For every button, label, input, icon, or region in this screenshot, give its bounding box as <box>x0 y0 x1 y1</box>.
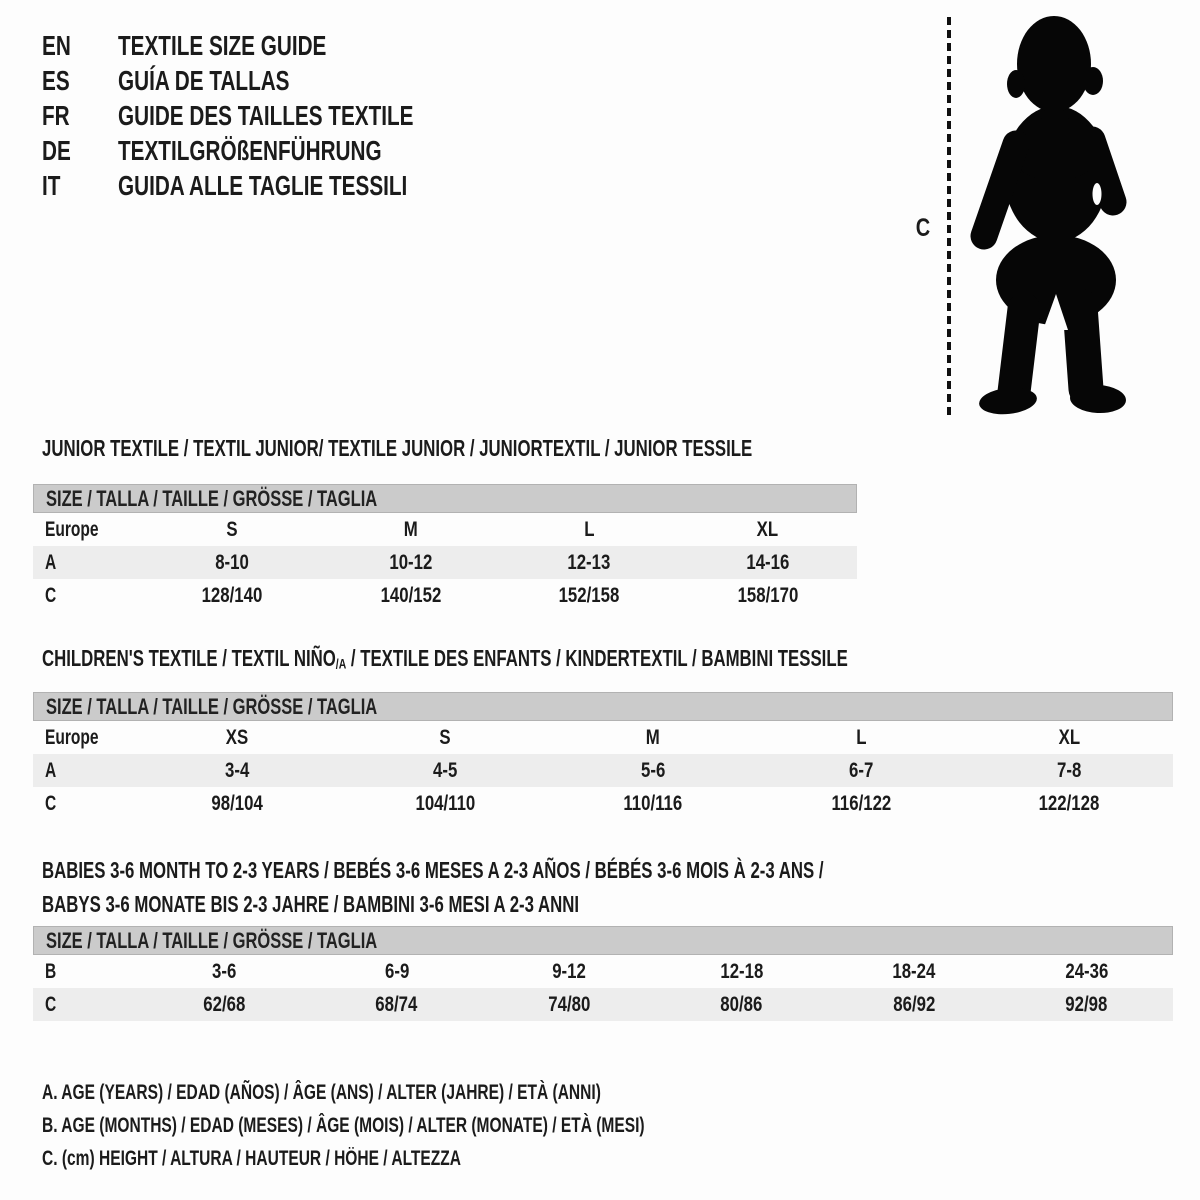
table-row <box>33 955 1173 988</box>
size-cell: 104/110 <box>415 791 475 815</box>
lang-title-de: TEXTILGRÖßENFÜHRUNG <box>118 134 382 166</box>
size-cell: 158/170 <box>737 583 799 607</box>
row-label: B <box>45 959 57 983</box>
size-cell: XL <box>1058 725 1080 749</box>
section-title-babies-line2: BABYS 3-6 MONATE BIS 2-3 JAHRE / BAMBINI 3-6 MESI A 2-3 ANNI <box>42 891 580 917</box>
lang-row-it <box>42 168 517 203</box>
size-cell: 8-10 <box>215 550 250 574</box>
table-row <box>33 579 857 612</box>
section-title-babies-line1: BABIES 3-6 MONTH TO 2-3 YEARS / BEBÉS 3-6 MESES A 2-3 AÑOS / BÉBÉS 3-6 MOIS À 2-3 ANS / <box>42 857 824 883</box>
size-cell: S <box>439 725 451 749</box>
table-row <box>33 988 1173 1021</box>
size-cell: S <box>226 517 238 541</box>
size-cell: 62/68 <box>203 992 246 1016</box>
size-cell: L <box>855 725 867 749</box>
size-cell: 12-13 <box>567 550 611 574</box>
legend-line-c: C. (cm) HEIGHT / ALTURA / HAUTEUR / HÖHE / ALTEZZA <box>42 1147 461 1170</box>
row-label: A <box>45 550 57 574</box>
size-cell: 92/98 <box>1065 992 1108 1016</box>
row-label: C <box>45 791 57 815</box>
size-cell: M <box>646 725 660 749</box>
size-cell: 10-12 <box>389 550 433 574</box>
size-header-bar: SIZE / TALLA / TAILLE / GRÖSSE / TAGLIA <box>33 926 1173 955</box>
size-cell: 12-18 <box>720 959 764 983</box>
size-cell: 98/104 <box>211 791 263 815</box>
size-cell: L <box>584 517 595 541</box>
size-cell: 152/158 <box>558 583 620 607</box>
size-cell: 18-24 <box>892 959 936 983</box>
size-cell: 24-36 <box>1065 959 1109 983</box>
toddler-silhouette-image <box>966 14 1138 420</box>
size-cell: 7-8 <box>1056 758 1082 782</box>
row-label: Europe <box>45 517 99 541</box>
table-row <box>33 787 1173 820</box>
lang-code-it: IT <box>42 169 61 201</box>
childrens-size-table <box>33 692 1173 820</box>
size-cell: 14-16 <box>746 550 790 574</box>
table-row <box>33 513 857 546</box>
lang-title-en: TEXTILE SIZE GUIDE <box>118 29 327 61</box>
size-cell: XL <box>757 517 779 541</box>
lang-code-en: EN <box>42 29 71 61</box>
measure-legend <box>42 1076 856 1175</box>
size-cell: 122/128 <box>1038 791 1100 815</box>
legend-line-b: B. AGE (MONTHS) / EDAD (MESES) / ÂGE (MOIS) / ALTER (MONATE) / ETÀ (MESI) <box>42 1114 645 1137</box>
size-cell: 80/86 <box>720 992 763 1016</box>
section-title-junior: JUNIOR TEXTILE / TEXTIL JUNIOR/ TEXTILE JUNIOR / JUNIORTEXTIL / JUNIOR TESSILE <box>42 435 753 461</box>
lang-code-de: DE <box>42 134 71 166</box>
size-cell: 9-12 <box>552 959 587 983</box>
size-cell: 74/80 <box>548 992 591 1016</box>
lang-row-fr <box>42 98 517 133</box>
row-label: C <box>45 583 57 607</box>
lang-title-fr: GUIDE DES TAILLES TEXTILE <box>118 99 414 131</box>
size-header-bar: SIZE / TALLA / TAILLE / GRÖSSE / TAGLIA <box>33 692 1173 721</box>
lang-title-it: GUIDA ALLE TAGLIE TESSILI <box>118 169 408 201</box>
size-cell: 6-7 <box>848 758 874 782</box>
size-cell: 116/122 <box>831 791 891 815</box>
legend-line-a: A. AGE (YEARS) / EDAD (AÑOS) / ÂGE (ANS) / ALTER (JAHRE) / ETÀ (ANNI) <box>42 1081 601 1104</box>
size-cell: 68/74 <box>375 992 418 1016</box>
section-title-childrens: CHILDREN'S TEXTILE / TEXTIL NIÑO/A / TEXTILE DES ENFANTS / KINDERTEXTIL / BAMBINI TESSILE <box>42 645 848 673</box>
size-cell: 3-6 <box>212 959 237 983</box>
size-cell: 140/152 <box>380 583 442 607</box>
babies-size-table <box>33 926 1173 1021</box>
size-cell: 110/116 <box>623 791 683 815</box>
size-cell: 3-4 <box>224 758 250 782</box>
size-cell: 86/92 <box>893 992 936 1016</box>
junior-size-table <box>33 484 857 612</box>
table-row <box>33 721 1173 754</box>
size-cell: 4-5 <box>432 758 458 782</box>
row-label: A <box>45 758 57 782</box>
height-measure-dashed-line <box>947 17 951 417</box>
lang-row-de <box>42 133 517 168</box>
lang-title-es: GUÍA DE TALLAS <box>118 64 290 96</box>
lang-row-en <box>42 28 517 63</box>
table-row <box>33 754 1173 787</box>
size-header-bar: SIZE / TALLA / TAILLE / GRÖSSE / TAGLIA <box>33 484 857 513</box>
table-row <box>33 546 857 579</box>
size-cell: 6-9 <box>384 959 409 983</box>
nino-a-subscript: /A <box>335 656 347 673</box>
size-cell: 5-6 <box>640 758 666 782</box>
height-measure-label: C <box>915 214 931 242</box>
row-label: C <box>45 992 57 1016</box>
row-label: Europe <box>45 725 99 749</box>
lang-row-es <box>42 63 517 98</box>
language-title-list <box>42 28 517 203</box>
size-cell: M <box>403 517 418 541</box>
size-cell: XS <box>225 725 249 749</box>
lang-code-fr: FR <box>42 99 70 131</box>
size-cell: 128/140 <box>201 583 263 607</box>
lang-code-es: ES <box>42 64 70 96</box>
